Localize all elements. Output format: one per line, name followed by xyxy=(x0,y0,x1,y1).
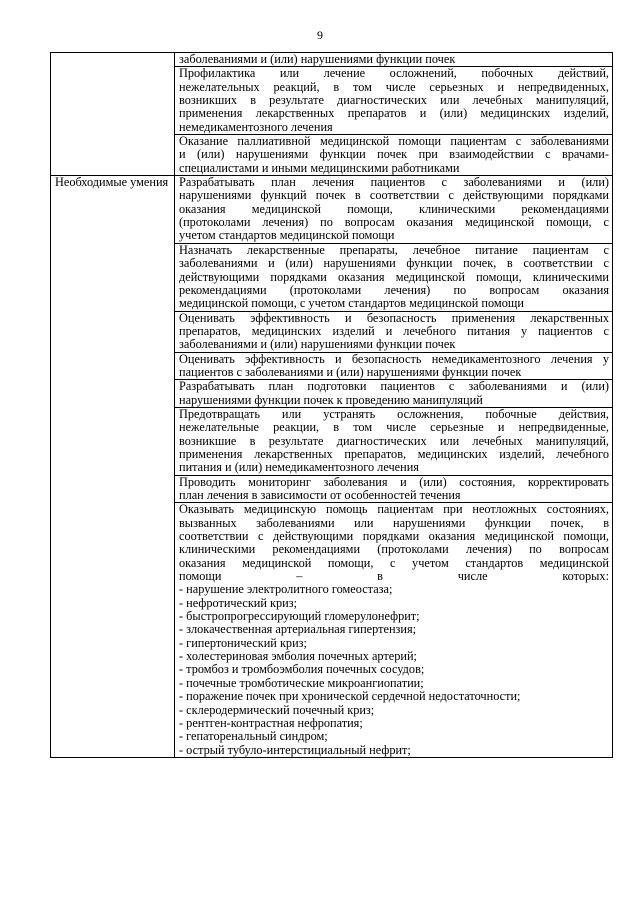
table-cell xyxy=(175,67,613,135)
text-line: нежелательных реакций, в том числе серьезных и непредвиденных, xyxy=(179,79,609,94)
table-cell xyxy=(175,135,613,176)
table-cell xyxy=(175,243,613,311)
text-line: возникшие в результате диагностических или лечебных манипуляций, xyxy=(179,433,609,448)
text-line: клиническими рекомендациями (протоколами лечения) по вопросам xyxy=(179,542,609,557)
table-cell xyxy=(175,176,613,244)
table-cell xyxy=(175,352,613,380)
row-label: Необходимые умения xyxy=(51,176,175,758)
text-line: - холестериновая эмболия почечных артерий; xyxy=(179,649,417,664)
text-line: - склеродермический почечный криз; xyxy=(179,702,375,717)
text-line: Оказывать медицинскую помощь пациентам при неотложных состояниях, xyxy=(179,502,609,517)
text-line: оказания медицинской помощи, клиническими рекомендациями xyxy=(179,201,609,216)
text-line: соответствии с действующими порядками оказания медицинской помощи, xyxy=(179,529,609,544)
text-line: препаратов, медицинских изделий и лечебного питания у пациентов с xyxy=(179,323,609,338)
text-line: - поражение почек при хронической сердечной недостаточности; xyxy=(179,689,521,704)
text-line: - гепаторенальный синдром; xyxy=(179,729,328,744)
table-row xyxy=(51,176,613,244)
requirements-table-body xyxy=(51,53,613,758)
table-cell xyxy=(175,475,613,503)
text-line: Предотвращать или устранять осложнения, побочные действия, xyxy=(179,406,609,421)
text-line: нарушениями функции почек к проведению манипуляций xyxy=(179,392,483,407)
text-line: план лечения в зависимости от особенностей течения xyxy=(179,488,461,502)
text-line: специалистами и иными медицинскими работниками xyxy=(179,160,460,175)
text-line: пациентов с заболеваниями и (или) нарушениями функции почек xyxy=(179,364,522,379)
text-line: Оценивать эффективность и безопасность применения лекарственных xyxy=(179,310,609,325)
text-line: - рентген-контрастная нефропатия; xyxy=(179,715,363,730)
page-number: 9 xyxy=(317,28,323,42)
text-line: Проводить мониторинг заболевания и (или) состояния, корректировать xyxy=(179,474,609,489)
text-line: учетом стандартов медицинской помощи xyxy=(179,228,395,243)
text-line: Разрабатывать план подготовки пациентов с заболеваниями и (или) xyxy=(179,379,609,394)
text-line: Разрабатывать план лечения пациентов с заболеваниями и (или) xyxy=(179,175,609,190)
text-line: оказания медицинской помощи, с учетом стандартов медицинской xyxy=(179,555,609,570)
text-line: применения лекарственных препаратов, медицинских изделий, лечебного xyxy=(179,446,609,461)
text-line: питания и (или) немедикаментозного лечения xyxy=(179,460,419,475)
text-line: заболеваниями и (или) нарушениями функции почек xyxy=(179,337,456,352)
text-line: Оказание паллиативной медицинской помощи пациентам с заболеваниями xyxy=(179,134,609,149)
text-line: немедикаментозного лечения xyxy=(179,119,333,134)
text-line: - злокачественная артериальная гипертензия; xyxy=(179,622,417,637)
text-line: возникших в результате диагностических или лечебных манипуляций, xyxy=(179,93,609,108)
text-line: Оценивать эффективность и безопасность немедикаментозного лечения у xyxy=(179,351,609,366)
table-cell xyxy=(175,380,613,408)
text-line: - нарушение электролитного гомеостаза; xyxy=(179,582,393,597)
text-line: и (или) нарушениями функции почек при взаимодействии с врачами- xyxy=(179,147,609,162)
text-line: вызванных заболеваниями или нарушениями функции почек, в xyxy=(179,515,609,530)
text-line: рекомендациями (протоколами лечения) по вопросам оказания xyxy=(179,282,609,297)
requirements-table xyxy=(50,52,613,758)
text-line: нежелательные реакции, в том числе серьезные и непредвиденные, xyxy=(179,420,609,435)
text-line: помощи – в числе которых: xyxy=(179,569,609,584)
text-line: - быстропрогрессирующий гломерулонефрит; xyxy=(179,609,420,624)
text-line: (протоколами лечения) по вопросам оказания медицинской помощи, с xyxy=(179,215,609,230)
text-line: заболеваниями и (или) нарушениями функции почек xyxy=(179,52,456,66)
text-line: медицинской помощи, с учетом стандартов медицинской помощи xyxy=(179,296,524,311)
table-cell xyxy=(175,53,613,67)
text-line: применения лекарственных препаратов и (или) медицинских изделий, xyxy=(179,106,609,121)
text-line: действующими порядками оказания медицинской помощи, клиническими xyxy=(179,269,609,284)
text-line: - почечные тромботические микроангиопатии; xyxy=(179,675,424,690)
row-label xyxy=(51,53,175,176)
text-line: заболеваниями и (или) нарушениями функции почек, в соответствии с xyxy=(179,256,609,271)
text-line: - нефротический криз; xyxy=(179,595,298,610)
text-line: Профилактика или лечение осложнений, побочных действий, xyxy=(179,66,609,81)
table-cell xyxy=(175,407,613,475)
table-cell xyxy=(175,503,613,758)
text-line: нарушениями функций почек в соответствии с действующими порядками xyxy=(179,188,609,203)
text-line: - гипертонический криз; xyxy=(179,635,307,650)
text-line: Назначать лекарственные препараты, лечебное питание пациентам с xyxy=(179,242,609,257)
text-line: - тромбоз и тромбоэмболия почечных сосудов; xyxy=(179,662,425,677)
table-cell xyxy=(175,311,613,352)
text-line: - острый тубуло-интерстициальный нефрит; xyxy=(179,742,411,757)
table-row xyxy=(51,53,613,67)
